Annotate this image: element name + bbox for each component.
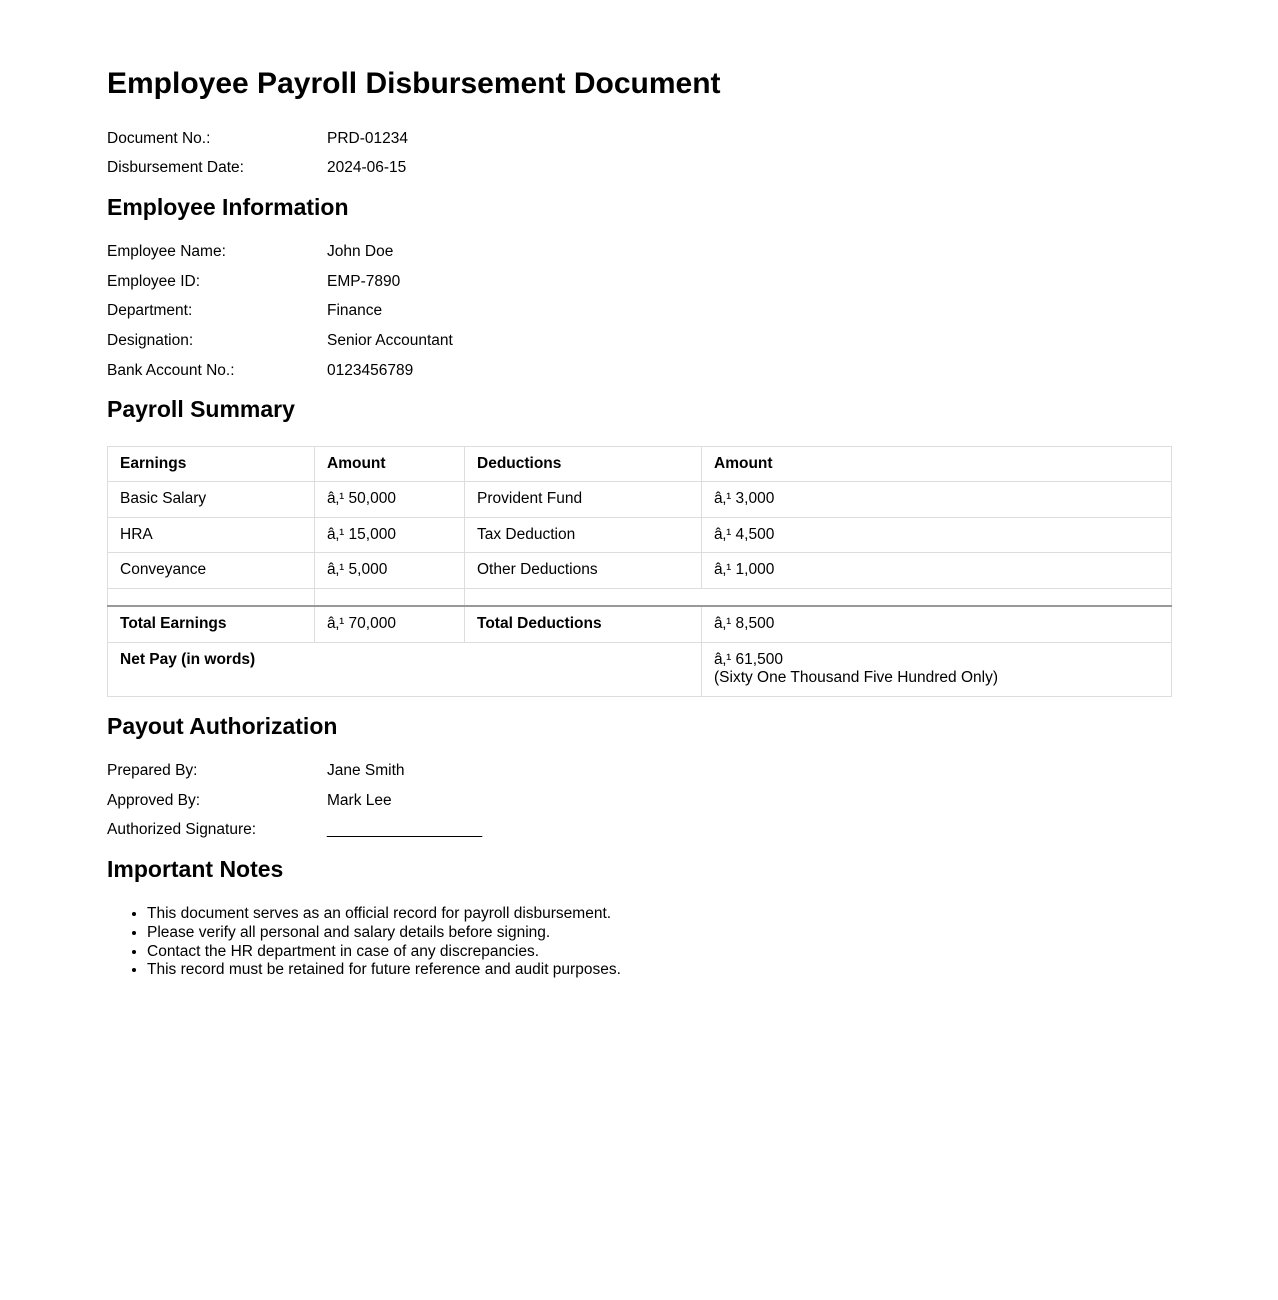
signature-line: __________________: [327, 821, 483, 839]
table-row: [108, 553, 1172, 589]
employee-row-id: [107, 273, 1172, 292]
spacer-cell: [465, 588, 1172, 606]
important-notes-list: [107, 905, 1172, 979]
field-value: Jane Smith: [327, 762, 405, 780]
field-value: 0123456789: [327, 361, 414, 379]
field-value: Senior Accountant: [327, 331, 453, 349]
employee-row-department: [107, 302, 1172, 321]
employee-row-bank-account: [107, 362, 1172, 381]
meta-value: 2024-06-15: [327, 159, 407, 177]
section-heading-employee-information: Employee Information: [107, 193, 349, 220]
employee-row-designation: [107, 332, 1172, 351]
authorization-row-signature: [107, 821, 1172, 840]
total-deductions-amount: â‚¹ 8,500: [702, 606, 1172, 642]
spacer-cell: [108, 588, 315, 606]
col-header-deductions-amount: Amount: [702, 446, 1172, 482]
deduction-amount: â‚¹ 4,500: [702, 517, 1172, 553]
table-spacer-row: [108, 588, 1172, 606]
total-earnings-amount: â‚¹ 70,000: [315, 606, 465, 642]
total-earnings-label: Total Earnings: [108, 606, 315, 642]
authorization-row-approved-by: [107, 792, 1172, 811]
net-pay-label: Net Pay (in words): [108, 642, 702, 696]
earning-name: Basic Salary: [108, 482, 315, 518]
deduction-amount: â‚¹ 1,000: [702, 553, 1172, 589]
field-value: Mark Lee: [327, 791, 392, 809]
total-deductions-label: Total Deductions: [465, 606, 702, 642]
field-label: Employee ID:: [107, 272, 201, 290]
col-header-deductions: Deductions: [465, 446, 702, 482]
section-heading-payroll-summary: Payroll Summary: [107, 396, 295, 423]
earning-name: HRA: [108, 517, 315, 553]
field-label: Bank Account No.:: [107, 361, 235, 379]
field-value: Finance: [327, 302, 383, 320]
table-net-pay-row: [108, 642, 1172, 696]
document-meta: [107, 130, 1172, 178]
col-header-earnings-amount: Amount: [315, 446, 465, 482]
payroll-summary-table: [107, 446, 1172, 697]
earning-amount: â‚¹ 15,000: [315, 517, 465, 553]
field-label: Designation:: [107, 331, 194, 349]
payout-authorization-section: [107, 762, 1172, 840]
field-label: Prepared By:: [107, 762, 198, 780]
deduction-name: Provident Fund: [465, 482, 702, 518]
col-header-earnings: Earnings: [108, 446, 315, 482]
spacer-cell: [315, 588, 465, 606]
net-pay-value-cell: [702, 642, 1172, 696]
meta-label: Disbursement Date:: [107, 159, 244, 177]
net-pay-words: (Sixty One Thousand Five Hundred Only): [714, 669, 999, 687]
table-row: [108, 482, 1172, 518]
deduction-amount: â‚¹ 3,000: [702, 482, 1172, 518]
section-heading-important-notes: Important Notes: [107, 855, 284, 882]
meta-label: Document No.:: [107, 129, 211, 147]
field-value: John Doe: [327, 243, 394, 261]
meta-row-document-no: [107, 130, 1172, 149]
meta-value: PRD-01234: [327, 129, 408, 147]
field-label: Department:: [107, 302, 193, 320]
note-item: • This record must be retained for future reference and audit purposes.: [147, 961, 1172, 980]
page-title: Employee Payroll Disbursement Document: [107, 67, 721, 100]
note-item: • This document serves as an official record for payroll disbursement.: [147, 905, 1172, 924]
deduction-name: Other Deductions: [465, 553, 702, 589]
earning-amount: â‚¹ 5,000: [315, 553, 465, 589]
note-item: • Contact the HR department in case of any discrepancies.: [147, 943, 1172, 962]
deduction-name: Tax Deduction: [465, 517, 702, 553]
table-row: [108, 517, 1172, 553]
earning-name: Conveyance: [108, 553, 315, 589]
note-item: • Please verify all personal and salary details before signing.: [147, 924, 1172, 943]
authorization-row-prepared-by: [107, 762, 1172, 781]
employee-row-name: [107, 243, 1172, 262]
meta-row-disbursement-date: [107, 159, 1172, 178]
field-value: EMP-7890: [327, 272, 401, 290]
field-label: Employee Name:: [107, 243, 226, 261]
table-total-row: [108, 606, 1172, 642]
field-label: Approved By:: [107, 791, 201, 809]
section-heading-payout-authorization: Payout Authorization: [107, 712, 338, 739]
net-pay-amount: â‚¹ 61,500: [714, 650, 783, 668]
earning-amount: â‚¹ 50,000: [315, 482, 465, 518]
field-label: Authorized Signature:: [107, 821, 257, 839]
table-header-row: [108, 446, 1172, 482]
employee-info-section: [107, 243, 1172, 380]
